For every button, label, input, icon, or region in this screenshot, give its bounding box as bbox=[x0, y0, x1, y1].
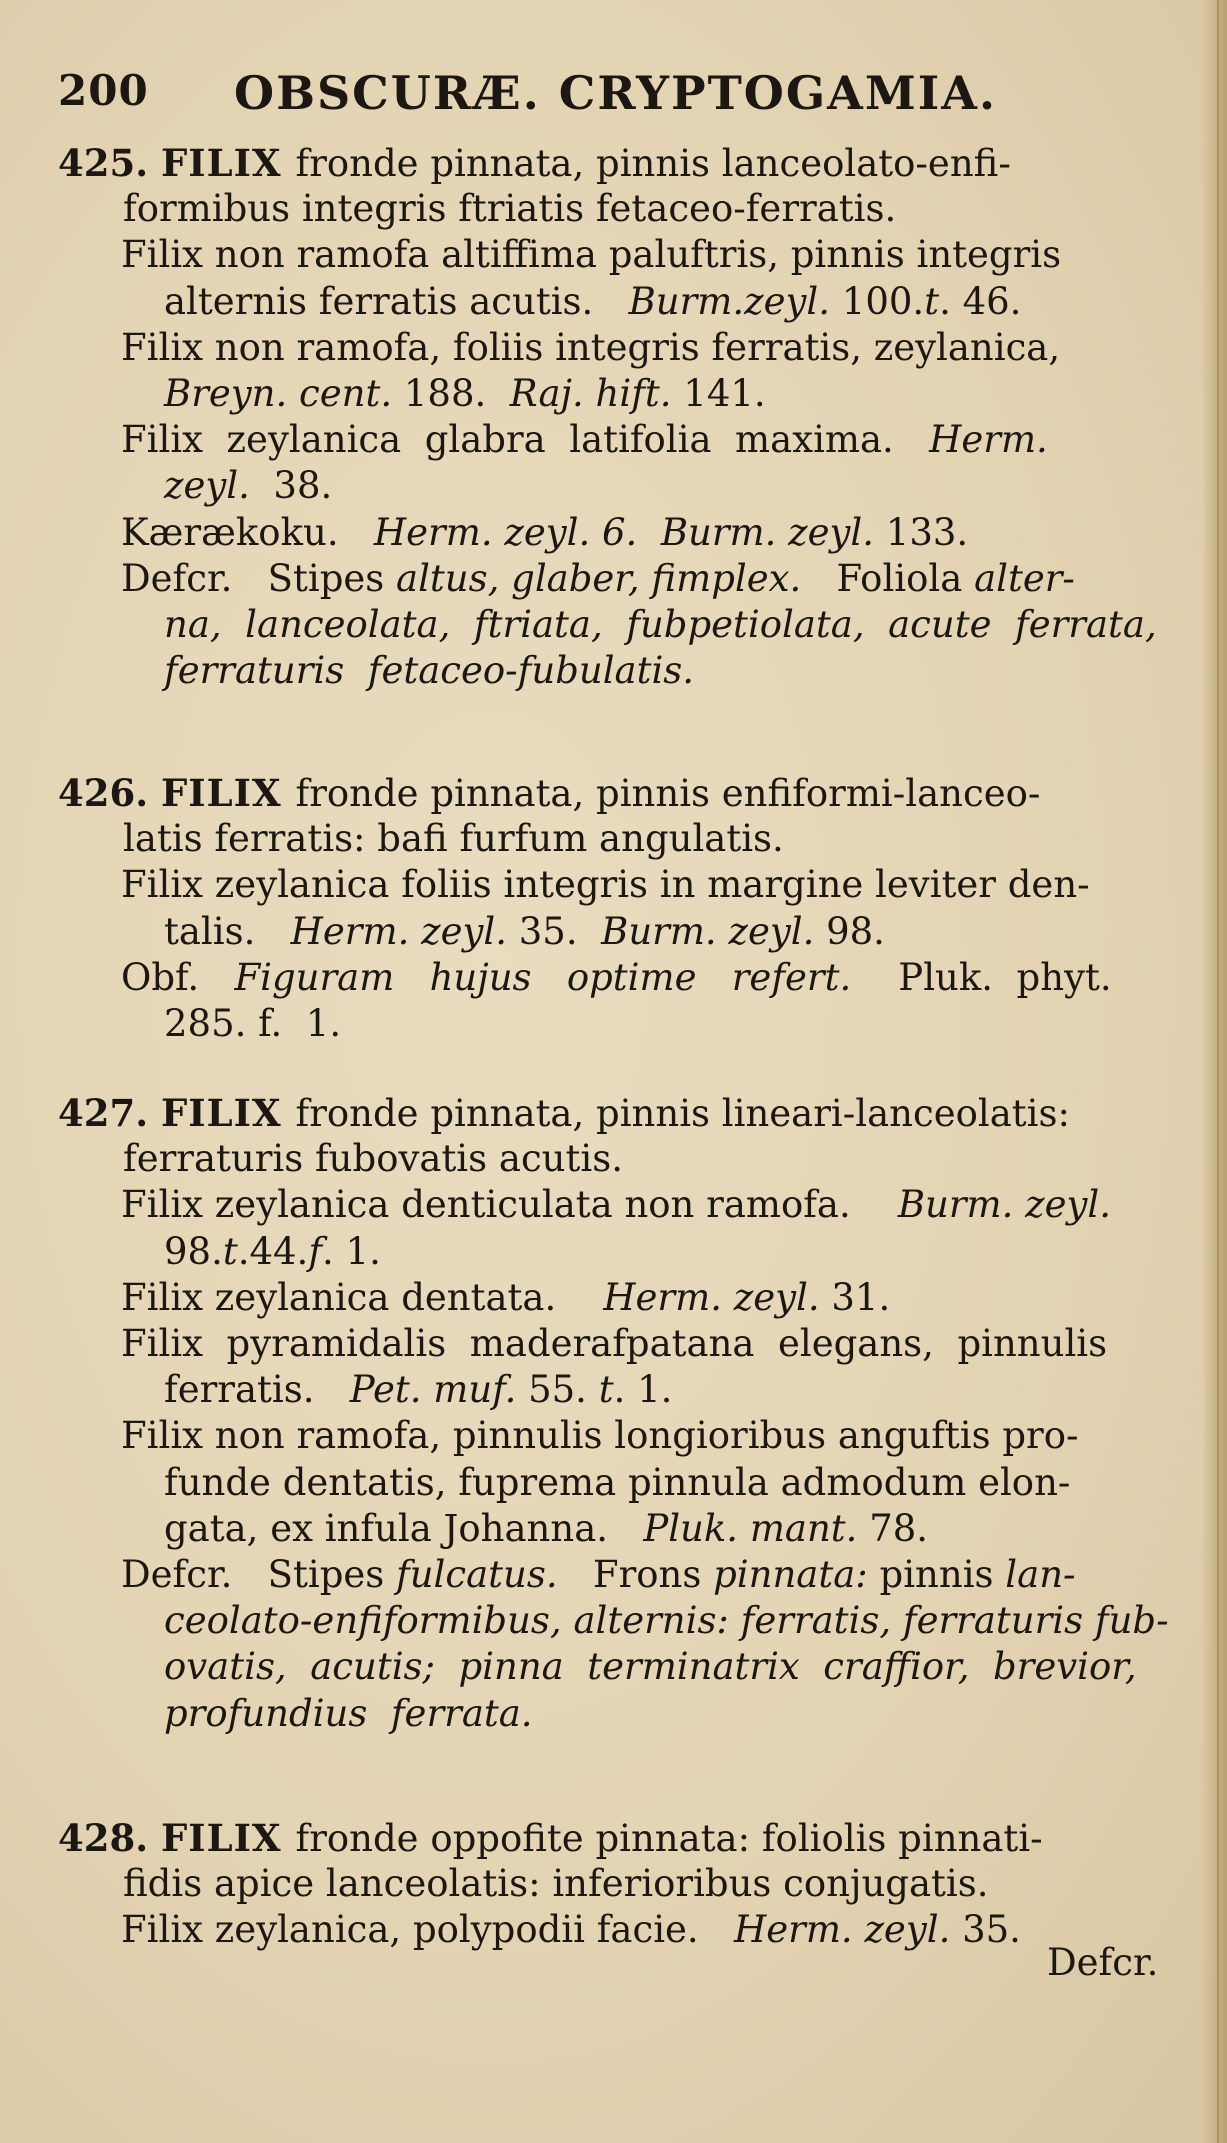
continuation-line bbox=[164, 648, 694, 694]
continuation-line bbox=[164, 371, 766, 417]
entry-number: 426. bbox=[58, 771, 161, 815]
entry-title: FILIX bbox=[161, 1816, 296, 1860]
text-run: 285. f. 1. bbox=[164, 1002, 342, 1045]
italic-text: ferraturis fetaceo-fubulatis. bbox=[164, 649, 695, 693]
continuation-line bbox=[164, 279, 1021, 325]
page-header bbox=[58, 66, 1178, 124]
text-run: Defcr. Stipes bbox=[121, 1553, 397, 1596]
text-run: .44. bbox=[237, 1229, 309, 1273]
entry-number: 425. bbox=[58, 141, 161, 185]
continuation-line bbox=[164, 602, 1157, 648]
synonym-line bbox=[121, 556, 1075, 602]
synonym-line bbox=[121, 862, 1090, 908]
italic-text: fulcatus. bbox=[396, 1553, 558, 1596]
text-run: Filix non ramofa altiffima paluftris, pinnis integris bbox=[121, 233, 1062, 277]
entry-first-line bbox=[58, 1815, 1043, 1861]
entry-first-line bbox=[58, 770, 1040, 816]
entry-first-line bbox=[58, 1090, 1070, 1136]
diagnosis-line: fronde pinnata, pinnis enfiformi-lanceo- bbox=[295, 772, 1041, 815]
text-run: Defcr. Stipes bbox=[121, 556, 397, 600]
text-run: pinnis bbox=[867, 1553, 1006, 1596]
text-run: gata, ex infula Johanna. bbox=[164, 1506, 644, 1550]
page-number: 200 bbox=[58, 66, 149, 115]
running-title: OBSCURÆ. CRYPTOGAMIA. bbox=[234, 66, 997, 120]
continuation-line bbox=[164, 1691, 533, 1737]
continuation-line bbox=[164, 1460, 1070, 1506]
text-run: alternis ferratis acutis. bbox=[164, 279, 629, 323]
text-run: Kærækoku. bbox=[121, 510, 374, 554]
text-run: Foliola bbox=[801, 556, 975, 600]
italic-text: t bbox=[924, 279, 940, 323]
italic-text: Pet. muf. bbox=[349, 1368, 517, 1412]
text-run: 100. bbox=[830, 279, 925, 323]
entry-number: 428. bbox=[58, 1816, 161, 1860]
catchword: Defcr. bbox=[1047, 1941, 1159, 1984]
synonym-line bbox=[121, 1182, 1111, 1228]
italic-text: Burm.zeyl. bbox=[628, 279, 831, 323]
text-run: 98. bbox=[814, 909, 885, 953]
italic-text: t bbox=[222, 1229, 238, 1273]
page-edge-line bbox=[1217, 0, 1219, 2143]
text-run: 141. bbox=[671, 372, 766, 415]
text-run: talis. bbox=[164, 909, 291, 953]
entry-first-line bbox=[58, 140, 1011, 186]
continuation-line bbox=[164, 1644, 1137, 1690]
text-run: 133. bbox=[874, 510, 969, 554]
synonym-line bbox=[121, 1552, 1076, 1598]
synonym-line bbox=[121, 1907, 1021, 1953]
italic-text: lan- bbox=[1005, 1553, 1076, 1596]
synonym-line bbox=[121, 325, 1060, 371]
italic-text: Burm. zeyl. bbox=[897, 1183, 1112, 1227]
diagnosis-line: fronde oppofite pinnata: foliolis pinnati- bbox=[295, 1817, 1043, 1860]
text-run: 98. bbox=[164, 1229, 223, 1273]
diagnosis-line: fidis apice lanceolatis: inferioribus conjugatis. bbox=[123, 1862, 989, 1906]
text-run: 188. bbox=[392, 372, 510, 415]
italic-text: Herm. zeyl. bbox=[733, 1908, 951, 1952]
entry-title: FILIX bbox=[161, 771, 296, 815]
italic-text: ovatis, acutis; pinna terminatrix craffior, brevior, bbox=[164, 1645, 1137, 1689]
text-run: Obf. bbox=[121, 955, 235, 999]
text-run: 55. bbox=[516, 1368, 599, 1412]
diagnosis-line: fronde pinnata, pinnis lanceolato-enfi- bbox=[295, 142, 1011, 185]
italic-text: f bbox=[308, 1229, 323, 1273]
continuation-line bbox=[164, 1001, 341, 1047]
italic-text: alter- bbox=[974, 556, 1075, 600]
continuation-line bbox=[164, 1598, 1169, 1644]
italic-text: zeyl. bbox=[164, 464, 250, 508]
synonym-line bbox=[121, 1275, 890, 1321]
continuation-line bbox=[164, 463, 332, 509]
italic-text: Raj. hift. bbox=[509, 372, 672, 415]
italic-text: na, lanceolata, ftriata, fubpetiolata, acute ferrata, bbox=[164, 603, 1157, 646]
italic-text: Herm. bbox=[929, 418, 1048, 462]
text-run: funde dentatis, fuprema pinnula admodum elon- bbox=[164, 1460, 1071, 1504]
text-run: Filix zeylanica, polypodii facie. bbox=[121, 1908, 734, 1952]
italic-text: Herm. zeyl. bbox=[603, 1275, 820, 1319]
page-edge bbox=[1201, 0, 1227, 2143]
italic-text: pinnata: bbox=[713, 1553, 868, 1596]
text-run: 35. bbox=[950, 1908, 1021, 1952]
continuation-line bbox=[164, 1367, 672, 1413]
text-run: Pluk. phyt. bbox=[851, 955, 1112, 999]
synonym-line bbox=[121, 510, 968, 556]
italic-text: ceolato-enfiformibus, alternis: ferratis, ferraturis fub- bbox=[164, 1599, 1169, 1643]
italic-text: t bbox=[598, 1368, 614, 1412]
italic-text: Pluk. mant. bbox=[643, 1506, 858, 1550]
text-run: . 1. bbox=[322, 1229, 381, 1273]
text-run: Filix zeylanica dentata. bbox=[121, 1275, 604, 1319]
italic-text: Burm. zeyl. bbox=[601, 909, 815, 953]
synonym-line bbox=[121, 955, 1112, 1001]
continuation-line bbox=[164, 1506, 928, 1552]
continuation-line bbox=[164, 1229, 381, 1275]
text-run: Filix non ramofa, pinnulis longioribus anguftis pro- bbox=[121, 1414, 1079, 1458]
text-run: ferratis. bbox=[164, 1368, 350, 1412]
diagnosis-line: fronde pinnata, pinnis lineari-lanceolatis: bbox=[295, 1092, 1070, 1135]
entry-title: FILIX bbox=[161, 1091, 296, 1135]
synonym-line bbox=[121, 1321, 1107, 1367]
text-run: 38. bbox=[249, 464, 333, 508]
text-run: Filix pyramidalis maderafpatana elegans, pinnulis bbox=[121, 1322, 1108, 1365]
continuation-line bbox=[164, 909, 885, 955]
text-run: Filix zeylanica foliis integris in margine leviter den- bbox=[121, 863, 1090, 907]
diagnosis-line: ferraturis fubovatis acutis. bbox=[123, 1137, 623, 1181]
italic-text: Herm. zeyl. 6. Burm. zeyl. bbox=[373, 510, 875, 554]
text-run: Filix zeylanica glabra latifolia maxima. bbox=[121, 418, 930, 462]
text-run: Filix non ramofa, foliis integris ferratis, zeylanica, bbox=[121, 325, 1061, 369]
entry-number: 427. bbox=[58, 1091, 161, 1135]
text-run: 78. bbox=[857, 1506, 929, 1550]
diagnosis-line: formibus integris ftriatis fetaceo-ferratis. bbox=[123, 187, 897, 231]
text-run: . 1. bbox=[613, 1368, 673, 1412]
entry-title: FILIX bbox=[161, 141, 296, 185]
italic-text: Breyn. cent. bbox=[164, 372, 393, 415]
text-run: Frons bbox=[557, 1553, 714, 1596]
synonym-line bbox=[121, 232, 1061, 278]
diagnosis-line: latis ferratis: bafi furfum angulatis. bbox=[123, 817, 784, 861]
italic-text: altus, glaber, fimplex. bbox=[396, 556, 802, 600]
text-run: 35. bbox=[507, 909, 602, 953]
italic-text: Herm. zeyl. bbox=[290, 909, 507, 953]
italic-text: profundius ferrata. bbox=[164, 1691, 533, 1735]
synonym-line bbox=[121, 1413, 1079, 1459]
text-run: . 46. bbox=[939, 279, 1022, 323]
text-run: Filix zeylanica denticulata non ramofa. bbox=[121, 1183, 898, 1227]
italic-text: Figuram hujus optime refert. bbox=[234, 955, 852, 999]
text-run: 31. bbox=[819, 1275, 891, 1319]
synonym-line bbox=[121, 417, 1048, 463]
